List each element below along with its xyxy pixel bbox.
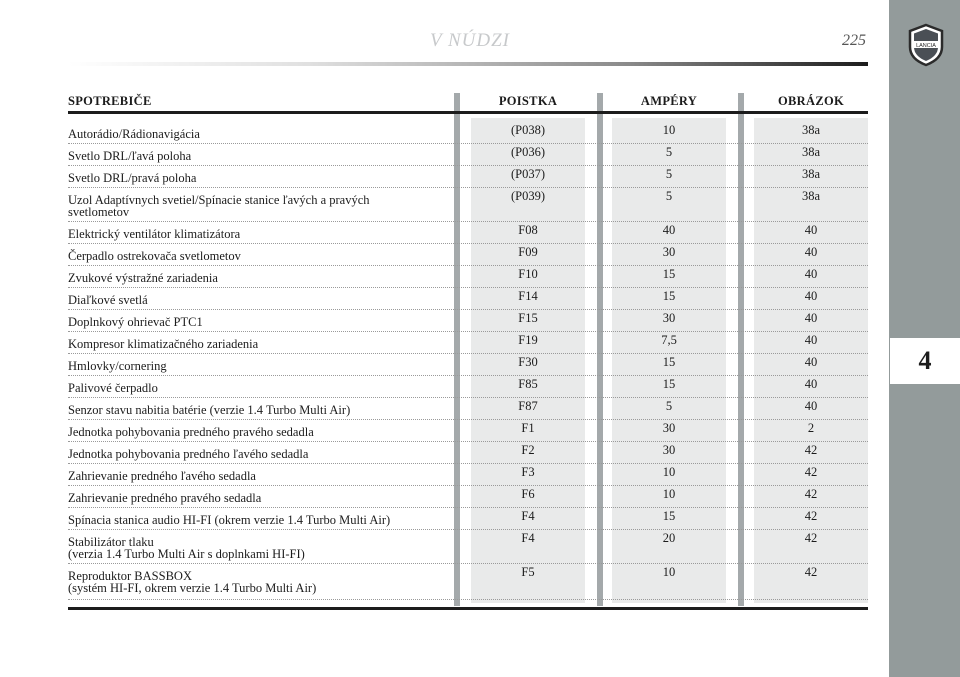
figure-cell: 40 — [804, 267, 818, 281]
figure-cell: 40 — [804, 311, 818, 325]
consumer-label-line: Čerpadlo ostrekovača svetlometov — [68, 249, 241, 263]
consumer-label — [68, 404, 448, 416]
consumer-label — [68, 360, 448, 372]
amps-cell: 15 — [662, 267, 676, 281]
table-row — [68, 332, 868, 354]
figure-cell: 38a — [801, 167, 821, 181]
fuse-cell: F10 — [518, 267, 538, 281]
consumer-label-line: (verzia 1.4 Turbo Multi Air s doplnkami HI-FI) — [68, 547, 305, 561]
consumer-label-line: Zahrievanie predného ľavého sedadla — [68, 469, 256, 483]
amps-cell: 5 — [665, 189, 673, 203]
consumer-label — [68, 228, 448, 240]
table-row — [68, 310, 868, 332]
consumer-label-line: Autorádio/Rádionavigácia — [68, 127, 200, 141]
table-row — [68, 222, 868, 244]
fuse-cell: F15 — [518, 311, 538, 325]
fuse-cell: F2 — [521, 443, 535, 457]
figure-cell: 42 — [804, 509, 818, 523]
header-rule — [68, 62, 868, 66]
figure-cell: 2 — [807, 421, 815, 435]
section-title: V NÚDZI — [429, 30, 511, 51]
consumer-label — [68, 150, 448, 162]
figure-cell: 40 — [804, 245, 818, 259]
column-header-fuse: POISTKA — [498, 94, 558, 108]
fuse-cell: F1 — [521, 421, 535, 435]
consumer-label — [68, 172, 448, 184]
page-number: 225 — [842, 32, 866, 49]
fuse-cell: F87 — [518, 399, 538, 413]
fuse-cell: F3 — [521, 465, 535, 479]
amps-cell: 30 — [662, 311, 676, 325]
figure-cell: 40 — [804, 377, 818, 391]
consumer-label — [68, 272, 448, 284]
figure-cell: 40 — [804, 223, 818, 237]
amps-cell: 20 — [662, 531, 676, 545]
table-row — [68, 122, 868, 144]
fuse-cell: (P038) — [510, 123, 546, 137]
amps-cell: 40 — [662, 223, 676, 237]
fuse-cell: F09 — [518, 245, 538, 259]
amps-cell: 10 — [662, 487, 676, 501]
table-bottom-rule — [68, 607, 868, 610]
table-row — [68, 188, 868, 222]
amps-cell: 15 — [662, 377, 676, 391]
consumer-label — [68, 470, 448, 482]
consumer-label-line: Zahrievanie predného pravého sedadla — [68, 491, 262, 505]
figure-cell: 42 — [804, 531, 818, 545]
amps-cell: 10 — [662, 565, 676, 579]
amps-cell: 5 — [665, 145, 673, 159]
column-header-figure: OBRÁZOK — [778, 94, 844, 108]
figure-cell: 40 — [804, 355, 818, 369]
figure-cell: 38a — [801, 123, 821, 137]
amps-cell: 5 — [665, 399, 673, 413]
table-row — [68, 564, 868, 600]
consumer-label — [68, 570, 448, 594]
figure-cell: 42 — [804, 443, 818, 457]
consumer-label-line: Stabilizátor tlaku — [68, 535, 154, 549]
amps-cell: 10 — [662, 123, 676, 137]
consumer-label — [68, 492, 448, 504]
figure-cell: 38a — [801, 189, 821, 203]
table-row — [68, 442, 868, 464]
fuse-cell: F6 — [521, 487, 535, 501]
consumer-label-line: Svetlo DRL/ľavá poloha — [68, 149, 192, 163]
fuse-cell: F4 — [521, 509, 535, 523]
consumer-label — [68, 128, 448, 140]
table-row — [68, 244, 868, 266]
consumer-label-line: Zvukové výstražné zariadenia — [68, 271, 218, 285]
fuse-cell: F08 — [518, 223, 538, 237]
fuse-cell: F85 — [518, 377, 538, 391]
amps-cell: 15 — [662, 509, 676, 523]
amps-cell: 30 — [662, 443, 676, 457]
table-row — [68, 266, 868, 288]
table-row — [68, 354, 868, 376]
logo-wordmark: LANCIA — [916, 43, 936, 49]
fuse-cell: (P039) — [510, 189, 546, 203]
table-row — [68, 144, 868, 166]
consumer-label — [68, 316, 448, 328]
consumer-label-line: Hmlovky/cornering — [68, 359, 167, 373]
table-row — [68, 464, 868, 486]
amps-cell: 15 — [662, 289, 676, 303]
table-row — [68, 376, 868, 398]
consumer-label — [68, 338, 448, 350]
consumer-label-line: Kompresor klimatizačného zariadenia — [68, 337, 259, 351]
amps-cell: 5 — [665, 167, 673, 181]
table-row — [68, 508, 868, 530]
consumer-label-line: Spínacia stanica audio HI-FI (okrem verzie 1.4 Turbo Multi Air) — [68, 513, 391, 527]
consumer-label-line: Jednotka pohybovania predného ľavého sedadla — [68, 447, 309, 461]
fuse-cell: (P037) — [510, 167, 546, 181]
amps-cell: 30 — [662, 421, 676, 435]
table-row — [68, 166, 868, 188]
consumer-label — [68, 426, 448, 438]
figure-cell: 40 — [804, 333, 818, 347]
amps-cell: 15 — [662, 355, 676, 369]
fuse-cell: F19 — [518, 333, 538, 347]
amps-cell: 10 — [662, 465, 676, 479]
column-header-amps: AMPÉRY — [640, 94, 698, 108]
consumer-label-line: Jednotka pohybovania predného pravého sedadla — [68, 425, 314, 439]
table-row — [68, 420, 868, 442]
figure-cell: 42 — [804, 565, 818, 579]
table-row — [68, 398, 868, 420]
amps-cell: 7,5 — [661, 333, 677, 347]
consumer-label-line: Palivové čerpadlo — [68, 381, 158, 395]
amps-cell: 30 — [662, 245, 676, 259]
consumer-label-line: Elektrický ventilátor klimatizátora — [68, 227, 241, 241]
consumer-label — [68, 250, 448, 262]
consumer-label-line: Reproduktor BASSBOX — [68, 569, 192, 583]
consumer-label-line: Doplnkový ohrievač PTC1 — [68, 315, 203, 329]
consumer-label-line: (systém HI-FI, okrem verzie 1.4 Turbo Multi Air) — [68, 581, 317, 595]
column-header-consumers: SPOTREBIČE — [68, 94, 152, 108]
consumer-label — [68, 194, 448, 218]
consumer-label — [68, 514, 448, 526]
consumer-label — [68, 382, 448, 394]
table-header-rule — [68, 111, 868, 114]
consumer-label-line: Diaľkové svetlá — [68, 293, 148, 307]
fuse-cell: (P036) — [510, 145, 546, 159]
consumer-label — [68, 448, 448, 460]
fuse-cell: F4 — [521, 531, 535, 545]
figure-cell: 38a — [801, 145, 821, 159]
consumer-label-line: svetlometov — [68, 205, 130, 219]
figure-cell: 40 — [804, 399, 818, 413]
consumer-label — [68, 536, 448, 560]
consumer-label-line: Senzor stavu nabitia batérie (verzie 1.4 Turbo Multi Air) — [68, 403, 351, 417]
chapter-number: 4 — [889, 338, 960, 384]
fuse-cell: F14 — [518, 289, 538, 303]
fuse-cell: F5 — [521, 565, 535, 579]
consumer-label — [68, 294, 448, 306]
figure-cell: 42 — [804, 465, 818, 479]
fuse-cell: F30 — [518, 355, 538, 369]
figure-cell: 42 — [804, 487, 818, 501]
fuse-table — [68, 122, 868, 600]
table-row — [68, 530, 868, 564]
table-row — [68, 486, 868, 508]
consumer-label-line: Uzol Adaptívnych svetiel/Spínacie stanice ľavých a pravých — [68, 193, 370, 207]
figure-cell: 40 — [804, 289, 818, 303]
consumer-label-line: Svetlo DRL/pravá poloha — [68, 171, 197, 185]
table-row — [68, 288, 868, 310]
